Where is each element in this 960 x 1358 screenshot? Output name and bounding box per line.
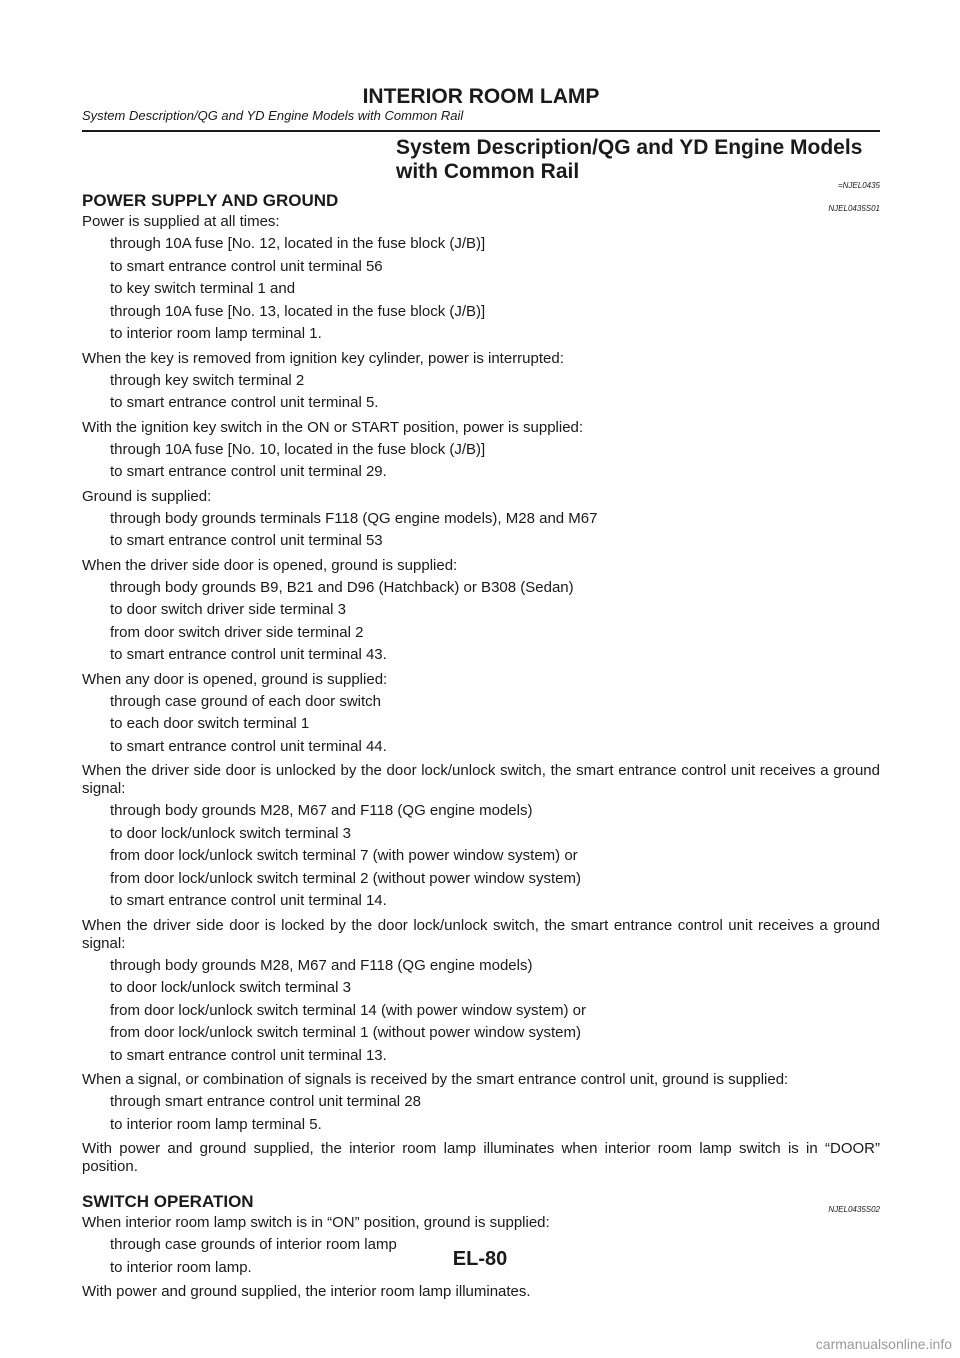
switch-ref: NJEL0435S02 [828,1205,880,1214]
step-line: to smart entrance control unit terminal 5. [110,394,379,411]
step-line: through body grounds M28, M67 and F118 (QG engine models) [110,802,533,819]
step-line: to smart entrance control unit terminal 43. [110,646,387,663]
step-line: to each door switch terminal 1 [110,715,310,732]
content [82,191,880,1303]
step-line: through body grounds terminals F118 (QG engine models), M28 and M67 [110,509,598,527]
step-line: to door switch driver side terminal 3 [110,601,346,618]
step-line: through case grounds of interior room lamp [110,1236,397,1253]
paragraph-lead: When the driver side door is unlocked by the door lock/unlock switch, the smart entrance control unit receives a ground signal: [82,762,880,797]
paragraph-lead: With the ignition key switch in the ON or START position, power is supplied: [82,418,584,436]
paragraph-ground [82,486,880,553]
section-ref: =NJEL0435 [837,181,880,190]
paragraph-lead: When the key is removed from ignition key cylinder, power is interrupted: [82,349,564,367]
step-line: through 10A fuse [No. 10, located in the fuse block (J/B)] [110,440,486,458]
step-line: to smart entrance control unit terminal 56 [110,257,383,275]
section-title: System Description/QG and YD Engine Models with Common Rail [396,136,863,183]
paragraph-driver-door-opened [82,555,880,667]
paragraph-lead: Power is supplied at all times: [82,213,280,230]
watermark: carmanualsonline.info [815,1336,952,1352]
power-heading-text: POWER SUPPLY AND GROUND [82,191,339,210]
step-line: to smart entrance control unit terminal 29. [110,463,387,480]
paragraph-signal-received [82,1069,880,1136]
step-line: through key switch terminal 2 [110,371,305,389]
paragraph-lead: When the driver side door is opened, ground is supplied: [82,556,458,574]
step-line: from door lock/unlock switch terminal 2 (without power window system) [110,869,581,887]
paragraph-ignition-on [82,417,880,484]
paragraph-lead: With power and ground supplied, the interior room lamp illuminates when interior room lamp switch is in “DOOR” position. [82,1140,880,1175]
step-line: from door lock/unlock switch terminal 14 (with power window system) or [110,1001,586,1019]
header-subtitle: System Description/QG and YD Engine Models with Common Rail [82,108,464,123]
step-line: through 10A fuse [No. 13, located in the fuse block (J/B)] [110,302,486,320]
paragraph-door-unlocked [82,760,880,913]
step-line: to smart entrance control unit terminal 14. [110,892,387,909]
step-line: to smart entrance control unit terminal 44. [110,737,387,755]
step-line: through case ground of each door switch [110,692,382,710]
paragraph-any-door-opened [82,669,880,759]
paragraph-key-removed [82,348,880,415]
switch-heading-text: SWITCH OPERATION [82,1192,254,1211]
step-line: to smart entrance control unit terminal 53 [110,532,383,549]
page-header [82,86,880,124]
switch-heading [82,1192,880,1212]
step-line: through 10A fuse [No. 12, located in the fuse block (J/B)] [110,235,486,252]
step-line: through smart entrance control unit terminal 28 [110,1093,421,1110]
paragraph-lead: When any door is opened, ground is supplied: [82,670,388,688]
power-heading [82,191,880,211]
power-ref: NJEL0435S01 [828,204,880,213]
step-line: through body grounds B9, B21 and D96 (Hatchback) or B308 (Sedan) [110,578,574,596]
step-line: to interior room lamp terminal 1. [110,325,322,342]
step-line: to key switch terminal 1 and [110,280,296,297]
step-line: to interior room lamp terminal 5. [110,1115,322,1133]
paragraph-lead: When interior room lamp switch is in “ON” position, ground is supplied: [82,1214,550,1231]
paragraph-lead: When a signal, or combination of signals is received by the smart entrance control unit, ground is supplied: [82,1071,789,1088]
page-number: EL-80 [452,1248,508,1270]
paragraph-lead: When the driver side door is locked by the door lock/unlock switch, the smart entrance control unit receives a ground signal: [82,916,880,952]
header-divider [82,130,880,132]
step-line: through body grounds M28, M67 and F118 (QG engine models) [110,956,533,974]
paragraph-door-position [82,1138,880,1178]
step-line: from door lock/unlock switch terminal 1 (without power window system) [110,1024,581,1041]
paragraph-lamp-illuminates [82,1281,880,1303]
paragraph-lead: Ground is supplied: [82,487,212,505]
step-line: from door lock/unlock switch terminal 7 (with power window system) or [110,847,578,864]
paragraph-power-always [82,211,880,346]
step-line: to door lock/unlock switch terminal 3 [110,824,351,842]
step-line: to door lock/unlock switch terminal 3 [110,979,351,996]
step-line: to interior room lamp. [110,1258,252,1276]
header-title: INTERIOR ROOM LAMP [362,85,600,108]
step-line: from door switch driver side terminal 2 [110,623,364,641]
step-line: to smart entrance control unit terminal 13. [110,1046,387,1064]
paragraph-lead: With power and ground supplied, the interior room lamp illuminates. [82,1283,531,1300]
paragraph-door-locked [82,915,880,1068]
